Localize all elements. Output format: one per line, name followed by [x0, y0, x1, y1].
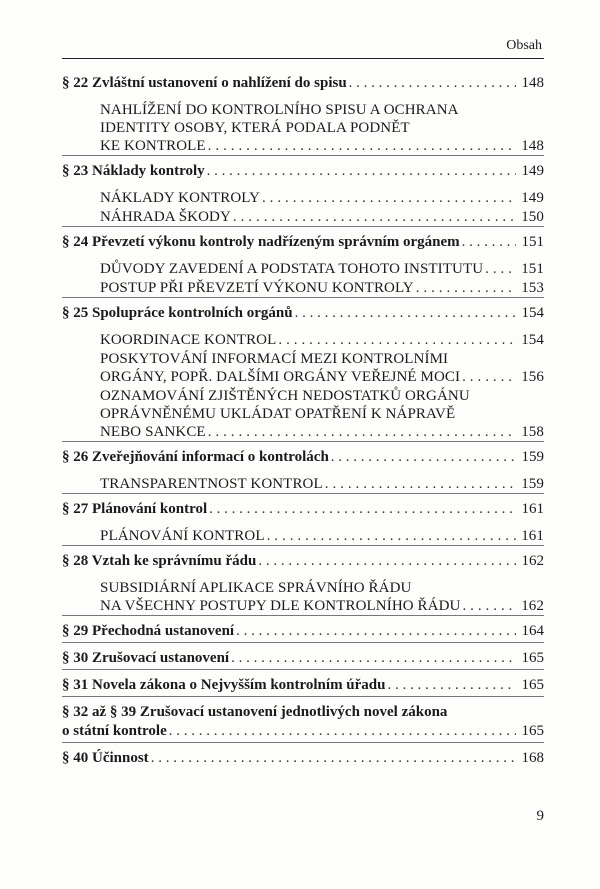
toc-entry-title: NEBO SANKCE — [100, 424, 206, 440]
toc-page-number: 165 — [521, 650, 544, 666]
toc-page-number: 153 — [521, 280, 544, 296]
toc-section-entry — [62, 696, 544, 742]
toc-entry-title: NÁKLADY KONTROLY — [100, 190, 260, 206]
dot-leader — [388, 676, 517, 695]
toc-section-entry — [62, 493, 544, 520]
toc-page-number: 162 — [521, 553, 544, 569]
toc-page-number: 159 — [521, 449, 544, 465]
toc-entry-title: § 27 Plánování kontrol — [62, 501, 208, 517]
toc-page-number: 149 — [521, 163, 544, 179]
toc-page-number: 158 — [521, 424, 544, 440]
toc-section-entry — [62, 669, 544, 696]
toc-entry-title: KOORDINACE KONTROL — [100, 332, 277, 348]
dot-leader — [485, 260, 516, 278]
toc-entry-title: POSTUP PŘI PŘEVZETÍ VÝKONU KONTROLY — [100, 280, 414, 296]
toc-subentry — [62, 182, 544, 207]
dot-leader — [151, 749, 516, 768]
page-number: 9 — [536, 808, 544, 824]
toc-entry-title: TRANSPARENTNOST KONTROL — [100, 476, 323, 492]
dot-leader — [208, 137, 516, 155]
toc-entry-title: NÁHRADA ŠKODY — [100, 209, 231, 225]
toc-entry-title: § 31 Novela zákona o Nejvyšším kontrolním úřadu — [62, 677, 386, 693]
toc-page-number: 148 — [521, 75, 544, 91]
toc-page-number: 165 — [521, 677, 544, 693]
toc-page-number: 151 — [521, 234, 544, 250]
dot-leader — [209, 500, 516, 519]
toc-section-entry — [62, 226, 544, 253]
toc-page-number: 156 — [521, 369, 544, 385]
dot-leader — [267, 527, 516, 545]
toc-page-number: 168 — [521, 750, 544, 766]
toc-entry-title: PLÁNOVÁNÍ KONTROL — [100, 528, 265, 544]
toc-subentry — [62, 324, 544, 349]
toc-entry-line: IDENTITY OSOBY, KTERÁ PODALA PODNĚT — [100, 120, 410, 136]
header-rule — [62, 58, 544, 59]
dot-leader — [258, 552, 516, 571]
toc-entry-title: § 40 Účinnost — [62, 750, 149, 766]
toc-entry-title: § 29 Přechodná ustanovení — [62, 623, 235, 639]
running-header: Obsah — [506, 38, 542, 53]
toc-entry-title: § 22 Zvláštní ustanovení o nahlížení do spisu — [62, 75, 347, 91]
toc-entry-line: SUBSIDIÁRNÍ APLIKACE SPRÁVNÍHO ŘÁDU — [100, 580, 412, 596]
toc-section-entry — [62, 441, 544, 468]
toc-entry-title: o státní kontrole — [62, 723, 167, 739]
toc-section-entry — [62, 297, 544, 324]
toc-subentry — [62, 520, 544, 545]
toc-entry-line: NAHLÍŽENÍ DO KONTROLNÍHO SPISU A OCHRANA — [100, 102, 459, 118]
dot-leader — [325, 475, 516, 493]
toc-page-number: 165 — [521, 723, 544, 739]
dot-leader — [462, 597, 516, 615]
table-of-contents — [62, 70, 544, 769]
toc-page-number: 154 — [521, 305, 544, 321]
toc-subentry — [62, 386, 544, 441]
toc-entry-title: DŮVODY ZAVEDENÍ A PODSTATA TOHOTO INSTITUTU — [100, 261, 484, 277]
toc-entry-title: § 26 Zveřejňování informací o kontrolách — [62, 449, 329, 465]
dot-leader — [262, 189, 516, 207]
toc-page-number: 151 — [521, 261, 544, 277]
dot-leader — [462, 368, 516, 386]
toc-entry-line: § 32 až § 39 Zrušovací ustanovení jednotlivých novel zákona — [62, 704, 448, 720]
toc-section-entry — [62, 615, 544, 642]
dot-leader — [236, 622, 516, 641]
dot-leader — [208, 423, 516, 441]
toc-section-entry — [62, 545, 544, 572]
toc-page-number: 149 — [521, 190, 544, 206]
toc-page-number: 159 — [521, 476, 544, 492]
toc-subentry — [62, 349, 544, 386]
toc-entry-title: ORGÁNY, POPŘ. DALŠÍMI ORGÁNY VEŘEJNÉ MOCI — [100, 369, 461, 385]
toc-page-number: 161 — [521, 501, 544, 517]
toc-subentry — [62, 468, 544, 493]
dot-leader — [462, 233, 516, 252]
toc-page-number: 150 — [521, 209, 544, 225]
dot-leader — [416, 279, 516, 297]
toc-section-entry — [62, 642, 544, 669]
toc-entry-title: KE KONTROLE — [100, 138, 206, 154]
toc-entry-line: POSKYTOVÁNÍ INFORMACÍ MEZI KONTROLNÍMI — [100, 351, 449, 367]
toc-subentry — [62, 94, 544, 155]
toc-subentry — [62, 253, 544, 278]
toc-entry-title: § 24 Převzetí výkonu kontroly nadřízeným správním orgánem — [62, 234, 460, 250]
dot-leader — [233, 208, 516, 226]
toc-entry-title: NA VŠECHNY POSTUPY DLE KONTROLNÍHO ŘÁDU — [100, 598, 461, 614]
toc-section-entry — [62, 70, 544, 94]
dot-leader — [331, 448, 516, 467]
toc-page-number: 154 — [521, 332, 544, 348]
toc-subentry — [62, 278, 544, 297]
dot-leader — [278, 331, 516, 349]
dot-leader — [207, 162, 516, 181]
dot-leader — [169, 722, 516, 741]
toc-section-entry — [62, 742, 544, 769]
dot-leader — [349, 74, 516, 93]
toc-entry-line: OZNAMOVÁNÍ ZJIŠTĚNÝCH NEDOSTATKŮ ORGÁNU — [100, 388, 470, 404]
toc-entry-title: § 25 Spolupráce kontrolních orgánů — [62, 305, 293, 321]
toc-entry-line: OPRÁVNĚNÉMU UKLÁDAT OPATŘENÍ K NÁPRAVĚ — [100, 406, 456, 422]
toc-page-number: 148 — [521, 138, 544, 154]
toc-page-number: 162 — [521, 598, 544, 614]
dot-leader — [295, 304, 516, 323]
toc-entry-title: § 23 Náklady kontroly — [62, 163, 205, 179]
toc-subentry — [62, 207, 544, 226]
toc-page-number: 164 — [521, 623, 544, 639]
toc-entry-title: § 30 Zrušovací ustanovení — [62, 650, 230, 666]
toc-entry-title: § 28 Vztah ke správnímu řádu — [62, 553, 257, 569]
toc-page-number: 161 — [521, 528, 544, 544]
dot-leader — [231, 649, 516, 668]
toc-subentry — [62, 572, 544, 615]
toc-section-entry — [62, 155, 544, 182]
